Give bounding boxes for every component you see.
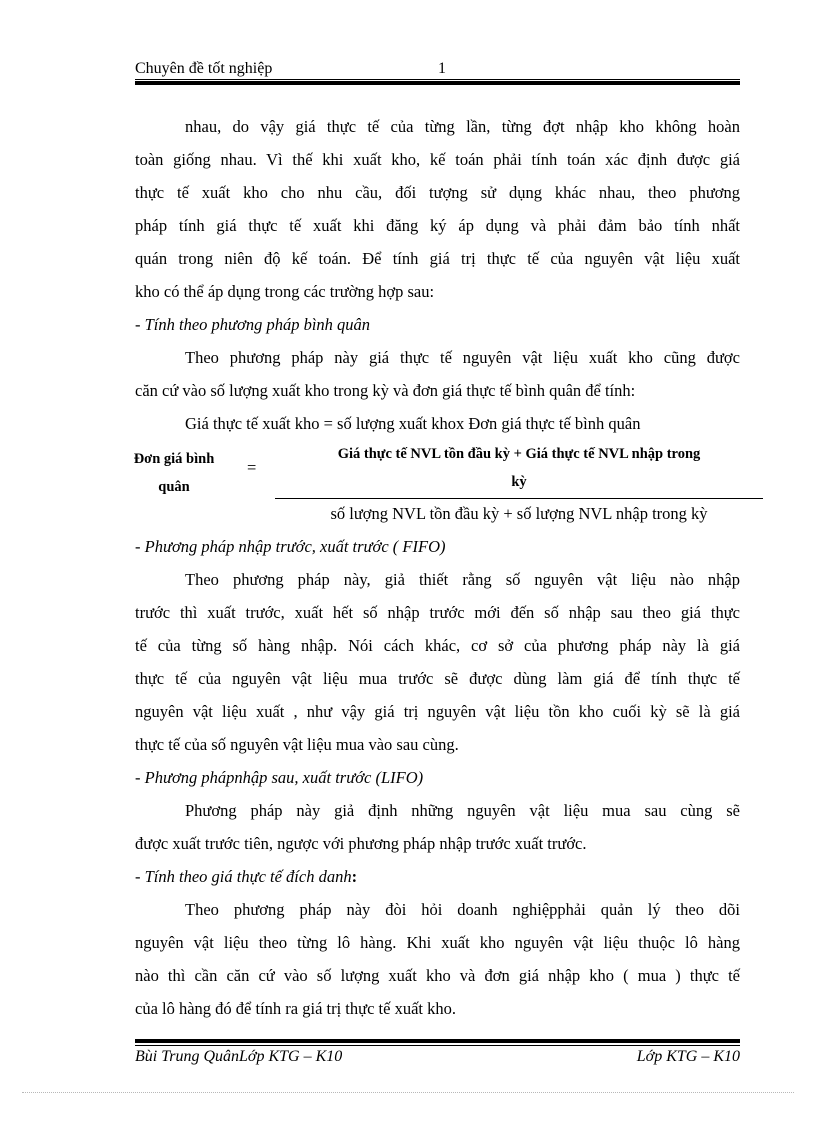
paragraph-line: nhau, do vậy giá thực tế của từng lần, từng đợt nhập kho không hoàn [185,117,740,136]
paragraph-line: trước thì xuất trước, xuất hết số nhập trước mới đến số nhập sau theo giá thực [135,603,740,622]
heading-colon: : [351,867,358,886]
header-rule-thin [135,79,740,80]
formula-numerator-line: Giá thực tế NVL tồn đầu kỳ + Giá thực tế NVL nhập trong [337,446,701,462]
paragraph-line: nguyên vật liệu theo từng lô hàng. Khi xuất kho nguyên vật liệu thuộc lô hàng [135,933,740,952]
average-price-formula [135,440,765,530]
section-heading-row [135,860,740,893]
formula-lhs-line: quân [158,479,190,495]
footer-rule-thick [135,1039,740,1043]
section-heading: - Phương pháp nhập trước, xuất trước ( FIFO) [135,537,446,556]
paragraph-line: nào thì cần căn cứ vào số lượng xuất kho và đơn giá nhập kho ( mua ) thực tế [135,966,740,985]
paragraph-line: Theo phương pháp này, giả thiết rằng số nguyên vật liệu nào nhập [185,570,740,589]
formula-lhs [119,445,229,501]
formula-equals-sign: = [247,458,257,477]
section-heading: - Tính theo phương pháp bình quân [135,315,371,334]
fraction-bar [275,498,763,499]
paragraph-line: Phương pháp này giả định những nguyên vật liệu mua sau cùng sẽ [185,801,740,820]
formula-text-line: Giá thực tế xuất kho = số lượng xuất khox Đơn giá thực tế bình quân [185,414,641,433]
header-rule-thick [135,81,740,85]
footer-class: Lớp KTG – K10 [636,1048,740,1065]
paragraph-line: quán trong niên độ kế toán. Để tính giá trị thực tế của nguyên vật liệu xuất [135,249,740,268]
page-edge-divider [22,1092,794,1093]
paragraph-line: pháp tính giá thực tế xuất khi đăng ký áp dụng và phải đảm bảo tính nhất [135,216,740,235]
document-body [135,110,740,1025]
footer-rule-thin [135,1045,740,1046]
formula-numerator [275,440,763,496]
paragraph-line: thực tế của nguyên vật liệu mua trước sẽ được dùng làm giá để tính thực tế [135,669,740,688]
page-header [135,58,740,80]
formula-denominator: số lượng NVL tồn đầu kỳ + số lượng NVL nhập trong kỳ [330,504,708,523]
header-title: Chuyên đề tốt nghiệp [135,60,273,77]
formula-lhs-line: Đơn giá bình [133,451,215,467]
paragraph-line: được xuất trước tiên, ngược với phương pháp nhập trước xuất trước. [135,834,587,853]
footer-author: Bùi Trung QuânLớp KTG – K10 [135,1048,343,1065]
section-heading: - Phương phápnhập sau, xuất trước (LIFO) [135,768,424,787]
formula-numerator-line: kỳ [511,474,527,490]
paragraph-line: căn cứ vào số lượng xuất kho trong kỳ và đơn giá thực tế bình quân để tính: [135,381,636,400]
section-heading: - Tính theo giá thực tế đích danh [135,867,352,886]
paragraph-line: của lô hàng đó để tính ra giá trị thực tế xuất kho. [135,999,456,1018]
paragraph-line: kho có thể áp dụng trong các trường hợp sau: [135,282,435,301]
paragraph-line: thực tế xuất kho cho nhu cầu, đối tượng sử dụng khác nhau, theo phương [135,183,740,202]
paragraph-line: toàn giống nhau. Vì thế khi xuất kho, kế toán phải tính toán xác định được giá [135,150,740,169]
paragraph-line: Theo phương pháp này đòi hỏi doanh nghiệpphải quản lý theo dõi [185,900,740,919]
paragraph-line: thực tế của số nguyên vật liệu mua vào sau cùng. [135,735,459,754]
paragraph-line: nguyên vật liệu xuất , như vậy giá trị nguyên vật liệu tồn kho cuối kỳ sẽ là giá [135,702,740,721]
page-number: 1 [438,60,446,77]
paragraph-line: tế của từng số hàng nhập. Nói cách khác, cơ sở của phương pháp này là giá [135,636,740,655]
paragraph-line: Theo phương pháp này giá thực tế nguyên vật liệu xuất kho cũng được [185,348,740,367]
